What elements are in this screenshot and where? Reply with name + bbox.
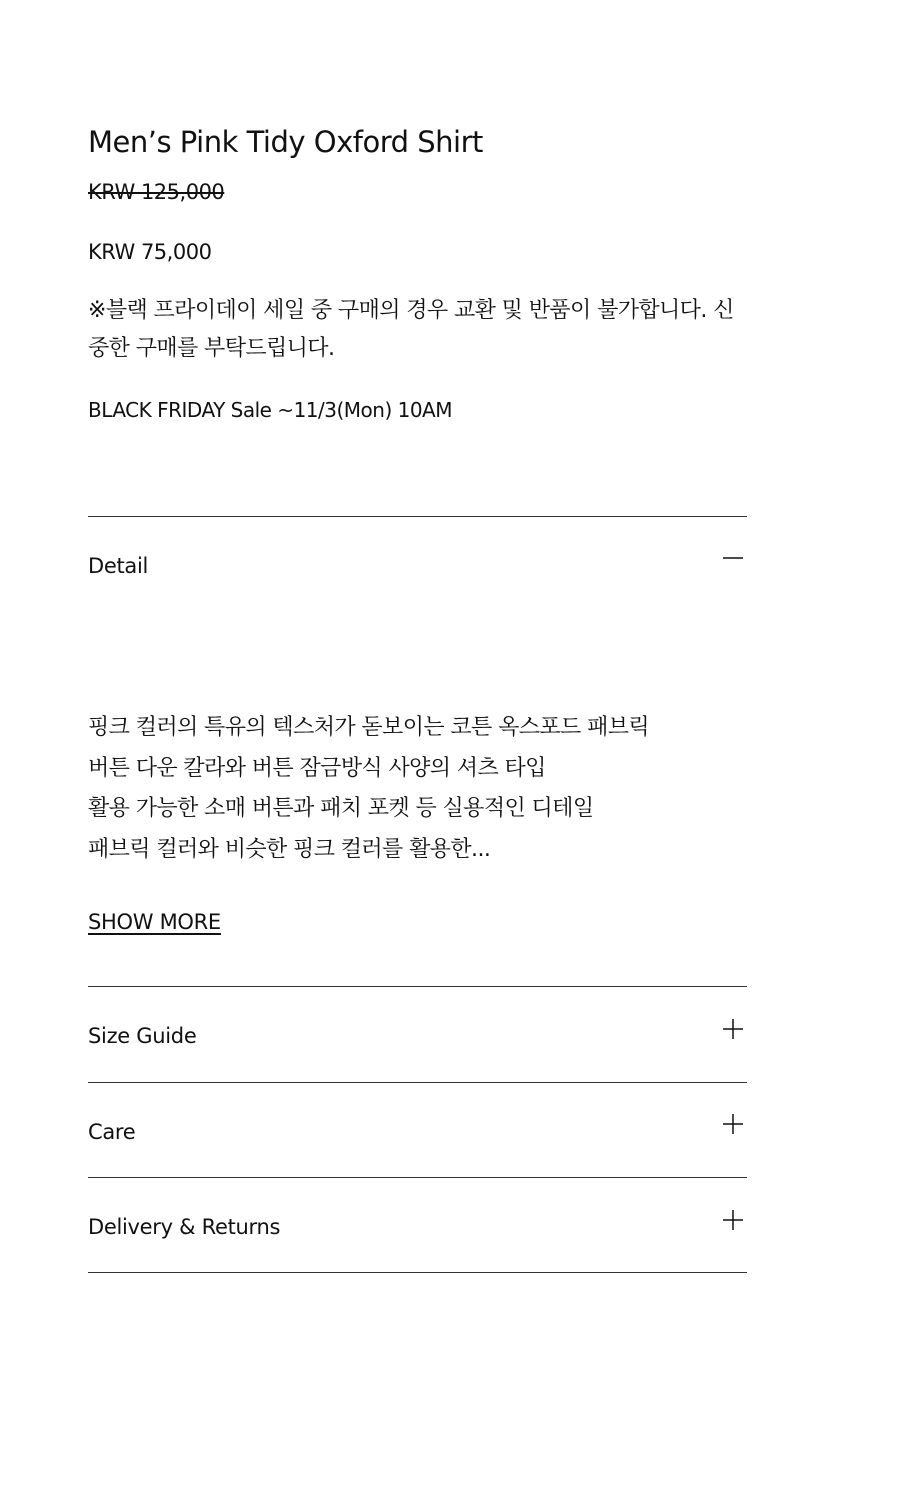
accordion-detail-label: Detail	[88, 554, 149, 578]
product-title: Men’s Pink Tidy Oxford Shirt	[88, 125, 483, 159]
original-price: KRW 125,000	[88, 180, 225, 204]
accordion-delivery-label: Delivery & Returns	[88, 1215, 281, 1239]
accordion-care-header[interactable]	[88, 1083, 747, 1177]
accordion-delivery-header[interactable]	[88, 1178, 747, 1272]
detail-line: 활용 가능한 소매 버튼과 패치 포켓 등 실용적인 디테일	[88, 796, 594, 821]
sale-notice: ※블랙 프라이데이 세일 중 구매의 경우 교환 및 반품이 불가합니다. 신중한 구매를 부탁드립니다.	[88, 298, 734, 361]
sale-period: BLACK FRIDAY Sale ~11/3(Mon) 10AM	[88, 398, 452, 422]
show-more-link[interactable]: SHOW MORE	[88, 910, 221, 934]
plus-icon[interactable]	[723, 1210, 743, 1230]
plus-icon[interactable]	[723, 1019, 743, 1039]
sale-price: KRW 75,000	[88, 240, 212, 264]
accordion-care-label: Care	[88, 1120, 136, 1144]
divider	[88, 1272, 747, 1273]
plus-icon[interactable]	[723, 1114, 743, 1134]
accordion-detail-header[interactable]	[88, 517, 747, 577]
detail-line: 핑크 컬러의 특유의 텍스처가 돋보이는 코튼 옥스포드 패브릭	[88, 715, 650, 740]
detail-line: 패브릭 컬러와 비슷한 핑크 컬러를 활용한...	[88, 836, 491, 862]
detail-line: 버튼 다운 칼라와 버튼 잠금방식 사양의 셔츠 타입	[88, 755, 546, 781]
accordion-size-guide-label: Size Guide	[88, 1024, 197, 1048]
detail-description	[88, 708, 747, 870]
accordion-size-guide-header[interactable]	[88, 987, 747, 1082]
minus-icon[interactable]	[723, 548, 743, 568]
